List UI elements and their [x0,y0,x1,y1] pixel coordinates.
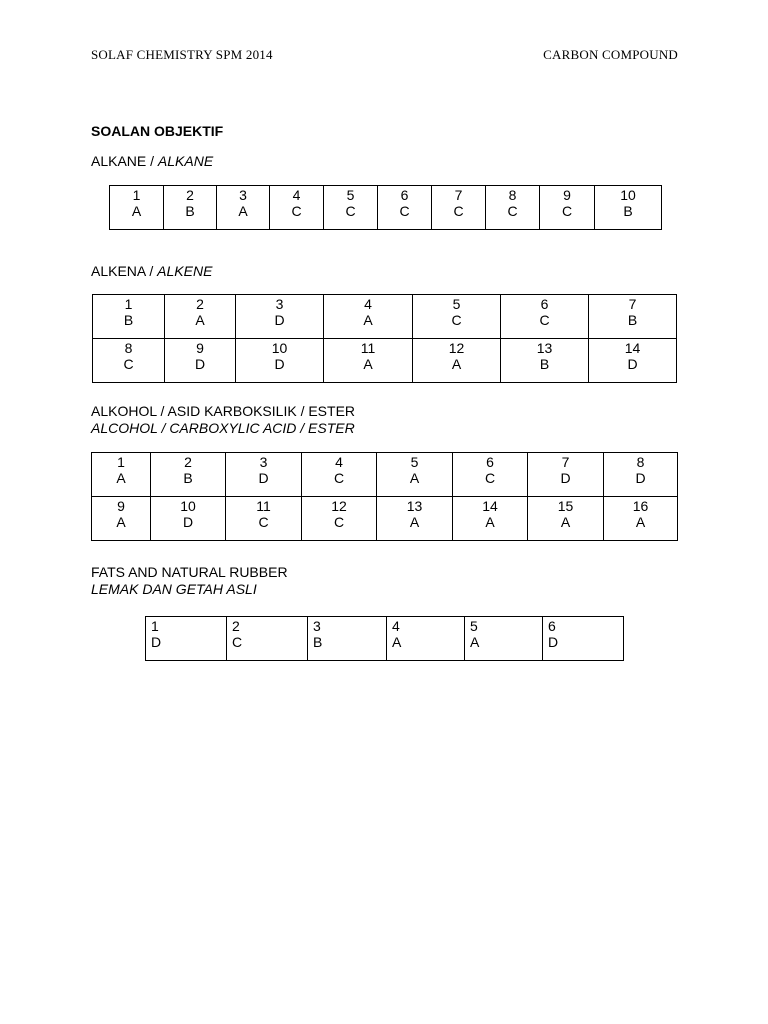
answer-letter: D [635,470,646,486]
answer-cell [453,453,528,497]
section-alkane-label-plain: ALKANE / [91,153,158,169]
question-number: 3 [259,454,268,470]
answer-cell [604,497,678,541]
answer-cell [93,295,165,339]
answer-cell [378,186,432,230]
answer-letter: D [548,634,559,650]
answer-letter: C [291,203,302,219]
question-number: 3 [239,187,247,203]
alkene-answer-table [92,294,677,383]
section-alcohol-label-line2: ALCOHOL / CARBOXYLIC ACID / ESTER [91,420,355,436]
table-row [93,339,677,383]
question-number: 7 [561,454,570,470]
answer-letter: C [232,634,243,650]
question-number: 8 [124,340,133,356]
question-number: 12 [448,340,465,356]
answer-letter: A [116,514,126,530]
answer-letter: A [635,514,646,530]
question-number: 4 [292,187,301,203]
table-row [146,617,624,661]
answer-letter: D [194,356,206,372]
answer-cell [308,617,387,661]
question-number: 5 [470,618,478,634]
answer-letter: D [627,356,638,372]
question-number: 13 [536,340,553,356]
question-number: 9 [117,498,125,514]
answer-cell [165,295,236,339]
answer-letter: A [451,356,462,372]
answer-cell [604,453,678,497]
answer-letter: D [258,470,269,486]
answer-cell [110,186,164,230]
answer-letter: C [539,312,550,328]
section-alcohol-label-line1: ALKOHOL / ASID KARBOKSILIK / ESTER [91,403,356,419]
answer-cell [146,617,227,661]
answer-cell [164,186,217,230]
answer-letter: B [627,312,638,328]
question-number: 11 [256,498,271,514]
question-number: 1 [132,187,141,203]
answer-cell [217,186,270,230]
answer-cell [92,453,151,497]
question-number: 2 [184,454,192,470]
question-number: 8 [508,187,517,203]
answer-letter: C [451,312,462,328]
answer-cell [540,186,595,230]
section-alkene-label-plain: ALKENA / [91,263,158,279]
answer-letter: A [363,356,373,372]
answer-cell [465,617,543,661]
header-right: CARBON COMPOUND [543,47,678,62]
answer-cell [589,339,677,383]
question-number: 4 [392,618,400,634]
answer-letter: A [560,514,571,530]
answer-cell [589,295,677,339]
answer-letter: B [185,203,195,219]
question-number: 9 [563,187,571,203]
question-number: 14 [624,340,641,356]
answer-cell [92,497,151,541]
question-number: 13 [406,498,423,514]
question-number: 6 [400,187,409,203]
table-row [110,186,662,230]
answer-letter: A [409,514,420,530]
answer-letter: C [507,203,518,219]
answer-cell [151,453,226,497]
answer-cell [302,497,377,541]
question-number: 14 [482,498,498,514]
section-alkane-label [91,153,213,170]
question-number: 6 [540,296,549,312]
answer-cell [501,339,589,383]
question-number: 4 [364,296,372,312]
alcohol-answer-table [91,452,678,541]
answer-letter: A [116,470,126,486]
answer-letter: C [561,203,573,219]
table-row [92,497,678,541]
answer-cell [413,295,501,339]
section-alkene-label [91,263,212,280]
answer-letter: B [183,470,193,486]
answer-letter: C [399,203,410,219]
answer-cell [270,186,324,230]
question-number: 2 [186,187,194,203]
question-number: 8 [636,454,645,470]
question-number: 6 [486,454,494,470]
answer-cell [324,186,378,230]
answer-cell [595,186,662,230]
question-number: 6 [548,618,556,634]
question-number: 3 [275,296,284,312]
table-row [93,295,677,339]
section-alkene-label-italic: ALKENE [157,263,213,279]
question-number: 11 [360,340,376,356]
answer-letter: B [123,312,134,328]
section-alcohol-label [91,403,355,437]
answer-cell [528,453,604,497]
question-number: 10 [271,340,288,356]
answer-cell [226,497,302,541]
question-number: 2 [196,296,204,312]
answer-cell [453,497,528,541]
question-number: 1 [151,618,159,634]
question-number: 9 [196,340,204,356]
question-number: 15 [557,498,574,514]
answer-letter: D [274,312,285,328]
answer-cell [302,453,377,497]
section-fats-label [91,564,288,598]
answer-cell [165,339,236,383]
answer-cell [432,186,486,230]
answer-letter: C [333,470,345,486]
answer-letter: D [560,470,571,486]
answer-cell [486,186,540,230]
answer-cell [151,497,226,541]
answer-cell [501,295,589,339]
question-number: 5 [346,187,355,203]
answer-letter: C [484,470,496,486]
answer-letter: A [238,203,248,219]
question-number: 12 [331,498,347,514]
answer-cell [226,453,302,497]
answer-letter: A [409,470,420,486]
answer-letter: D [182,514,194,530]
table-row [92,453,678,497]
answer-cell [377,497,453,541]
answer-cell [93,339,165,383]
question-number: 10 [620,187,636,203]
answer-letter: D [151,634,162,650]
answer-letter: A [392,634,402,650]
answer-cell [236,295,324,339]
question-number: 1 [124,296,133,312]
answer-letter: C [258,514,269,530]
answer-cell [227,617,308,661]
answer-cell [324,295,413,339]
section-fats-label-line1: FATS AND NATURAL RUBBER [91,564,288,580]
alkane-answer-table [109,185,662,230]
question-number: 16 [632,498,649,514]
answer-cell [528,497,604,541]
answer-letter: C [123,356,134,372]
answer-letter: A [485,514,495,530]
question-number: 1 [117,454,125,470]
answer-cell [413,339,501,383]
question-number: 7 [628,296,637,312]
answer-cell [236,339,324,383]
question-number: 4 [335,454,343,470]
question-number: 10 [180,498,196,514]
answer-cell [377,453,453,497]
answer-letter: D [274,356,285,372]
answer-letter: C [333,514,345,530]
question-number: 5 [410,454,419,470]
answer-letter: A [131,203,142,219]
page-title: SOALAN OBJEKTIF [91,123,224,139]
answer-letter: A [470,634,480,650]
header-left: SOLAF CHEMISTRY SPM 2014 [91,47,273,62]
section-fats-label-line2: LEMAK DAN GETAH ASLI [91,581,257,597]
answer-letter: B [623,203,633,219]
question-number: 7 [454,187,463,203]
question-number: 5 [452,296,461,312]
section-alkane-label-italic: ALKANE [157,153,214,169]
fats-answer-table [145,616,624,661]
answer-cell [387,617,465,661]
question-number: 2 [232,618,240,634]
answer-letter: C [453,203,464,219]
answer-cell [324,339,413,383]
answer-letter: B [539,356,550,372]
answer-letter: A [195,312,205,328]
question-number: 3 [313,618,321,634]
answer-letter: C [345,203,356,219]
answer-cell [543,617,624,661]
answer-letter: A [363,312,373,328]
answer-letter: B [313,634,323,650]
